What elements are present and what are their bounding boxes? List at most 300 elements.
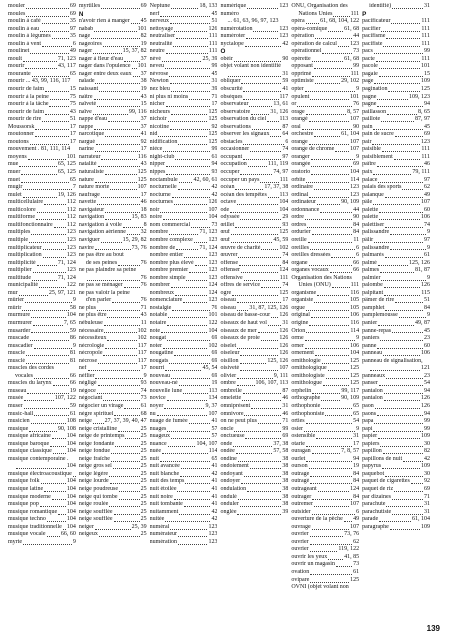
index-entry [362,56,430,64]
entry-term: pain [362,123,373,130]
index-entry [8,33,76,41]
dot-leader [306,182,349,183]
entry-term: ornithologie [291,357,321,364]
index-entry [362,343,430,351]
entry-page: 9 [72,342,76,349]
index-entry [150,448,218,456]
index-entry [220,486,288,494]
entry-term: outrage [291,470,310,477]
entry-page: 17 [140,146,147,153]
entry-term: obsèques [220,93,243,100]
entry-term: muscles des cordes [8,365,54,372]
entry-page: 90 [282,55,289,62]
entry-page: 41 [282,86,289,93]
entry-page: 107 [350,501,360,508]
entry-page: 65, 125 [57,161,76,168]
entry-page: 125 [350,357,360,364]
dot-leader [37,265,57,266]
entry-term: observatoire [220,108,251,115]
entry-term: narrateur [78,153,101,160]
entry-term: pacifiste [362,40,383,47]
entry-page: 17 [353,440,360,447]
dot-leader [235,227,281,228]
entry-term: pacte [362,55,375,62]
dot-leader [228,76,281,77]
entry-term: oiseaux de proie [220,335,260,342]
entry-page: 25 [140,486,147,492]
entry-page: 123 [350,191,360,198]
entry-term: paniers [362,335,380,342]
index-entry [150,471,218,479]
dot-leader [305,91,356,92]
entry-page: 111, 119 [267,161,289,168]
entry-page: 134 [208,395,218,402]
index-entry [8,418,76,426]
entry-term: ouvrier [291,546,309,553]
dot-leader [374,242,423,243]
dot-leader [183,393,208,394]
dot-leader [43,257,66,258]
entry-page: 17 [69,138,76,145]
entry-page: 111 [208,33,218,40]
entry-term: neige soufflée [78,516,113,523]
entry-page: 42 [282,40,289,47]
dot-leader [236,453,273,454]
entry-page: 125 [137,176,147,183]
entry-term: nyctalope [220,40,244,47]
entry-page: 76 [353,101,360,108]
dot-leader [270,136,281,137]
entry-term: ogre [220,289,232,296]
dot-leader [243,144,284,145]
index-entry [150,411,218,419]
dot-leader [306,114,347,115]
entry-page: 104 [66,448,76,455]
entry-page: 109, 123 [408,93,430,100]
index-entry [79,373,147,381]
index-entry [291,358,359,366]
dot-leader [189,99,210,100]
entry-term: multiple [8,236,28,243]
entry-page: 90 [353,214,360,221]
index-entry [150,131,218,139]
entry-page: 66 [353,259,360,266]
index-entry [150,41,218,49]
entry-term: pacificateur [362,18,391,25]
entry-page: 125 [208,108,218,115]
entry-page: 15, 37, 82 [122,48,147,55]
entry-term: nouveau [149,372,170,379]
index-entry [79,365,147,373]
dot-leader [311,166,352,167]
dot-leader [312,529,350,530]
entry-term: organe [291,259,308,266]
index-entry [220,403,288,411]
entry-term: nombreux [149,289,174,296]
entry-term: mulet [8,191,22,198]
dot-leader [247,491,281,492]
entry-page: 7 [72,184,76,191]
entry-page: 61, 104 [341,131,360,138]
index-entry [79,335,147,343]
dot-leader [45,114,69,115]
dot-leader [169,363,210,364]
entry-term: multiplicité [8,259,36,266]
dot-leader [157,415,208,416]
index-entry [8,358,76,366]
dot-leader [28,159,66,160]
index-entry [291,222,359,230]
dot-leader [37,212,66,213]
entry-term: opposant [291,63,313,70]
index-entry [362,380,430,388]
entry-term: nuageux [149,433,170,440]
entry-term: moulin à légumes [8,33,51,40]
entry-term: ONU, Organisation des [291,3,348,9]
entry-page: 43 [140,312,147,319]
entry-term: musée [8,395,24,402]
entry-term: musique classique [8,448,52,455]
entry-term: ornement [291,350,314,357]
entry-page: 25 [140,448,147,455]
entry-page: 61 [69,410,76,417]
index-entry [150,343,218,351]
dot-leader [171,91,211,92]
dot-leader [379,521,411,522]
entry-page: 71 [140,304,147,311]
entry-term: orphelin [291,387,312,394]
index-entry [291,237,359,245]
entry-term: nabab [78,25,94,32]
entry-page: 74, 97 [273,169,289,176]
entry-term: nager [78,48,93,55]
entry-page: 76 [140,297,147,304]
entry-page: 71 [423,493,430,500]
entry-page: 73 [353,561,360,568]
index-entry [362,335,430,343]
dot-leader [115,446,139,447]
entry-term: pâle [362,199,373,206]
index-entry [79,184,147,192]
entry-term: opération [291,33,314,40]
entry-term: œuf [220,229,230,236]
dot-leader [103,355,136,356]
entry-page: 125 [208,116,218,123]
entry-term: nichoir [149,116,167,123]
entry-term: nuitamment [149,508,179,515]
entry-page: 104 [66,523,76,530]
dot-leader [21,174,57,175]
entry-term: pâlir [362,236,374,243]
dot-leader [99,91,139,92]
entry-page: 101 [137,63,147,70]
entry-page: 123 [350,184,360,191]
entry-term: neige fondue [78,448,110,455]
index-entry [362,146,430,154]
dot-leader [237,302,282,303]
entry-page: 69 [211,357,218,364]
index-entry [291,71,359,79]
index-entry [150,56,218,64]
entry-page: 123 [208,297,218,304]
entry-term: orange [291,138,308,145]
entry-page: 104 [66,433,76,440]
index-entry [8,380,76,388]
entry-term: panneaux [362,372,386,379]
index-entry [291,531,359,539]
entry-term: négociant [78,395,103,402]
entry-page: 106 [420,350,430,357]
entry-term: paquet de riz [362,486,394,492]
dot-leader [35,136,69,137]
entry-term: orange de chrome [291,146,335,153]
entry-term: musique moderne [8,493,51,500]
index-entry [150,252,218,260]
dot-leader [241,272,278,273]
dot-leader [392,332,423,333]
index-entry [79,395,147,403]
index-entry [79,486,147,494]
entry-page: 58 [69,304,76,311]
index-entry [150,192,218,200]
dot-leader [386,378,423,379]
entry-term: nerveux [149,18,169,25]
dot-leader [170,529,207,530]
index-entry [362,463,430,471]
index-entry [8,207,76,215]
entry-page: 125 [208,131,218,138]
entry-term: œillet [220,221,235,228]
dot-leader [191,227,210,228]
entry-term: papi [362,425,373,432]
entry-term: ... 61, 63, 96, 97, 123 [227,18,279,25]
dot-leader [174,204,208,205]
index-entry [150,101,218,109]
entry-term: naïve [78,108,92,115]
entry-term: moulinet [8,48,30,55]
entry-term: paons [362,410,377,417]
index-entry [8,252,76,260]
entry-term: oiseau de basse-cour [220,312,271,319]
dot-leader [234,61,282,62]
entry-page: 106, 107, 113 [255,380,289,387]
entry-page: 60 [423,342,430,349]
entry-term: naissant [78,86,99,93]
dot-leader [306,332,349,333]
entry-page: 42, 60, 61 [193,176,218,183]
entry-page: 109 [420,523,430,530]
index-column [362,3,430,623]
dot-leader [174,355,210,356]
entry-page: 9 [356,425,360,432]
entry-page: 73 [140,395,147,402]
dot-leader [258,423,281,424]
entry-term: nombre premier [149,267,189,274]
entry-term: occasionner [220,146,250,153]
entry-page: 19 [211,380,218,387]
index-entry [79,139,147,147]
entry-page: 99 [423,418,430,425]
entry-term: ovation [291,569,310,576]
index-entry [150,320,218,328]
index-entry [362,101,430,109]
entry-term: nombrer [149,282,170,289]
dot-leader [94,99,140,100]
index-entry [8,94,76,102]
entry-page: 25 [140,493,147,500]
entry-page: 9 [426,274,430,281]
entry-page: 61, 68 [344,25,360,32]
dot-leader [23,544,72,545]
entry-page: 71, 124 [57,259,76,266]
index-entry [79,448,147,456]
entry-page: 90 [353,123,360,130]
entry-term: naïade [78,78,95,85]
entry-page: 125 [420,86,430,93]
entry-page: 35 [69,18,76,25]
index-entry [220,94,288,102]
entry-page: 117 [137,350,147,357]
entry-page: 45 [211,70,218,77]
index-entry [291,561,359,569]
entry-page: 73, 76 [344,531,360,538]
entry-term: orangée [291,161,311,168]
index-entry [291,207,359,215]
entry-term: ourlet [291,455,306,462]
entry-page: 59 [69,327,76,334]
dot-leader [238,499,281,500]
index-entry [8,154,76,162]
dot-leader [387,114,417,115]
dot-leader [174,31,208,32]
index-entry [8,184,76,192]
entry-term: nougatine [149,350,174,357]
dot-leader [42,23,69,24]
dot-leader [381,280,426,281]
entry-page: 105 [350,297,360,304]
entry-term: ondulation [220,486,247,492]
section-letter: N [78,10,84,18]
entry-term: pacifier [362,25,381,32]
index-entry [150,275,218,283]
index-entry [150,33,218,41]
dot-leader [25,68,57,69]
entry-page: 44 [353,206,360,213]
entry-term: naître [78,93,93,100]
entry-term: neige soufflée [78,508,113,515]
dot-leader [168,317,207,318]
dot-leader [304,431,355,432]
index-entry [150,373,218,381]
entry-term: ouvrage [291,523,311,530]
entry-page: 84 [282,259,289,266]
index-entry [8,260,76,268]
index-entry [79,478,147,486]
entry-page: 38 [282,501,289,508]
index-entry [150,418,218,426]
dot-leader [246,38,278,39]
entry-term: natalité [78,161,97,168]
dot-leader [305,340,356,341]
dot-leader [310,476,352,477]
index-entry [79,109,147,117]
entry-term: néflier [78,372,95,379]
entry-term: muer [8,169,21,176]
index-entry [79,501,147,509]
dot-leader [167,340,210,341]
index-entry [291,516,359,524]
entry-page: 109 [420,78,430,85]
dot-leader [232,295,278,296]
entry-term: paon [362,402,374,409]
dot-leader [240,355,278,356]
index-entry [362,154,430,162]
dot-leader [243,393,282,394]
index-entry [220,146,288,154]
entry-term: nostalgie [149,304,172,311]
dot-leader [110,189,136,190]
dot-leader [328,559,343,560]
dot-leader [94,129,140,130]
entry-term: pagne [362,101,377,108]
entry-page: 19 [140,86,147,93]
entry-page: 94 [423,101,430,108]
entry-page: 123 [420,138,430,145]
entry-page: 73, 76 [131,244,147,251]
index-entry [8,395,76,403]
entry-term: neige poudreuse [78,486,118,492]
index-entry [150,312,218,320]
dot-leader [23,61,57,62]
index-entry [220,463,288,471]
index-entry [291,380,359,388]
entry-term: noter [149,342,162,349]
entry-term: neige lourde [78,478,109,485]
index-entry [79,78,147,86]
entry-term: nouveau-né [149,380,178,387]
dot-leader [395,136,423,137]
dot-leader [237,385,255,386]
entry-term: ordre [291,214,304,221]
entry-page: 65 [353,410,360,417]
entry-term: ondoyer [220,478,241,485]
entry-page: 101 [208,312,218,319]
entry-term: nécrologie [78,342,105,349]
dot-leader [52,38,69,39]
dot-leader [162,453,208,454]
dot-leader [185,483,210,484]
entry-term: omnivore [220,410,244,417]
entry-term: nuit tombante [149,501,183,508]
entry-term: muscadier [8,342,33,349]
dot-leader [242,400,281,401]
index-entry [220,18,288,26]
entry-term: original [291,312,310,319]
dot-leader [377,415,423,416]
entry-page: 112 [67,221,76,228]
dot-leader [95,83,139,84]
dot-leader [124,61,140,62]
entry-term: obscurité [220,86,243,93]
dot-leader [399,317,426,318]
entry-page: 111 [421,25,430,32]
entry-page: 29, 102 [341,78,360,85]
dot-leader [402,189,423,190]
index-entry [362,501,430,509]
entry-term: ouvrir les yeux [291,553,328,560]
index-column [150,3,218,623]
dot-leader [94,31,137,32]
